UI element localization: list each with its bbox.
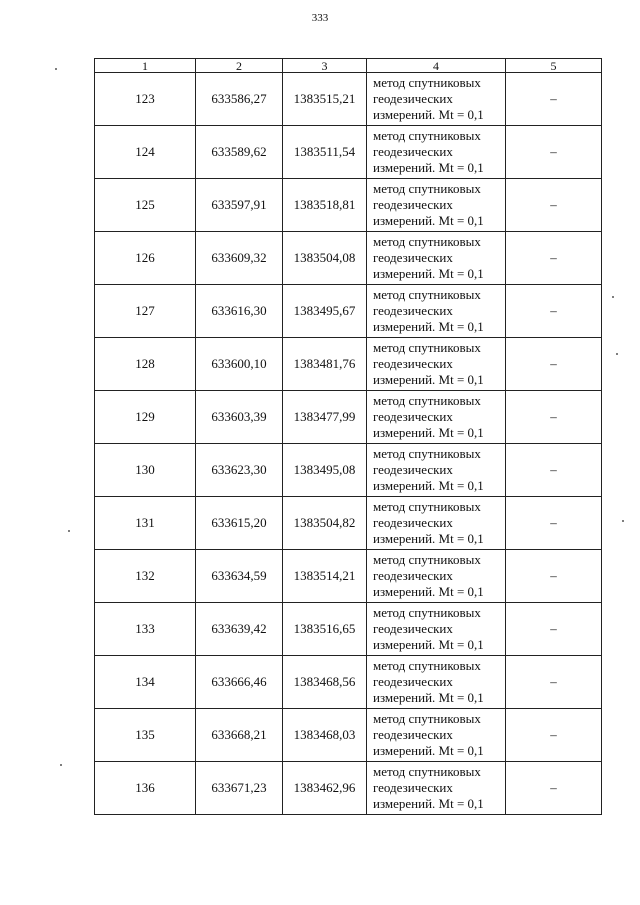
note-cell: – [506, 126, 602, 179]
point-number-cell: 136 [95, 762, 196, 815]
note-cell: – [506, 338, 602, 391]
x-coordinate-cell: 633623,30 [196, 444, 283, 497]
point-number-cell: 127 [95, 285, 196, 338]
note-cell: – [506, 656, 602, 709]
x-coordinate-cell: 633639,42 [196, 603, 283, 656]
scan-speck [616, 353, 618, 355]
column-header: 5 [506, 59, 602, 73]
method-line: измерений. Mt = 0,1 [373, 213, 484, 228]
method-line: геодезических [373, 250, 453, 265]
table-row [95, 232, 602, 285]
note-cell: – [506, 550, 602, 603]
method-line: геодезических [373, 197, 453, 212]
method-line: метод спутниковых [373, 499, 481, 514]
method-line: геодезических [373, 303, 453, 318]
table-body [95, 73, 602, 815]
table-row [95, 762, 602, 815]
x-coordinate-cell: 633616,30 [196, 285, 283, 338]
method-line: метод спутниковых [373, 446, 481, 461]
note-cell: – [506, 232, 602, 285]
column-header: 3 [283, 59, 367, 73]
method-line: измерений. Mt = 0,1 [373, 160, 484, 175]
x-coordinate-cell: 633668,21 [196, 709, 283, 762]
scan-speck [622, 520, 624, 522]
table-row [95, 179, 602, 232]
table-row [95, 285, 602, 338]
note-cell: – [506, 391, 602, 444]
table-row [95, 126, 602, 179]
y-coordinate-cell: 1383515,21 [283, 73, 367, 126]
method-cell [367, 126, 506, 179]
method-line: измерений. Mt = 0,1 [373, 319, 484, 334]
method-line: метод спутниковых [373, 75, 481, 90]
note-cell: – [506, 603, 602, 656]
method-line: метод спутниковых [373, 128, 481, 143]
note-cell: – [506, 497, 602, 550]
x-coordinate-cell: 633671,23 [196, 762, 283, 815]
y-coordinate-cell: 1383468,56 [283, 656, 367, 709]
method-line: геодезических [373, 356, 453, 371]
method-cell [367, 497, 506, 550]
method-cell [367, 444, 506, 497]
table-row [95, 709, 602, 762]
x-coordinate-cell: 633589,62 [196, 126, 283, 179]
column-header: 1 [95, 59, 196, 73]
point-number-cell: 123 [95, 73, 196, 126]
point-number-cell: 126 [95, 232, 196, 285]
scan-speck [60, 764, 62, 766]
method-line: геодезических [373, 144, 453, 159]
y-coordinate-cell: 1383504,08 [283, 232, 367, 285]
method-cell [367, 603, 506, 656]
method-cell [367, 338, 506, 391]
method-cell [367, 391, 506, 444]
method-line: измерений. Mt = 0,1 [373, 584, 484, 599]
method-cell [367, 179, 506, 232]
y-coordinate-cell: 1383481,76 [283, 338, 367, 391]
x-coordinate-cell: 633600,10 [196, 338, 283, 391]
table-row [95, 444, 602, 497]
y-coordinate-cell: 1383516,65 [283, 603, 367, 656]
method-cell [367, 232, 506, 285]
x-coordinate-cell: 633666,46 [196, 656, 283, 709]
x-coordinate-cell: 633609,32 [196, 232, 283, 285]
y-coordinate-cell: 1383504,82 [283, 497, 367, 550]
table-row [95, 338, 602, 391]
note-cell: – [506, 285, 602, 338]
note-cell: – [506, 762, 602, 815]
method-line: метод спутниковых [373, 234, 481, 249]
point-number-cell: 128 [95, 338, 196, 391]
scan-speck [612, 296, 614, 298]
note-cell: – [506, 73, 602, 126]
method-cell [367, 656, 506, 709]
method-cell [367, 709, 506, 762]
method-line: геодезических [373, 780, 453, 795]
method-line: измерений. Mt = 0,1 [373, 372, 484, 387]
column-header: 4 [367, 59, 506, 73]
method-line: измерений. Mt = 0,1 [373, 531, 484, 546]
point-number-cell: 135 [95, 709, 196, 762]
page-number: 333 [311, 12, 329, 24]
coordinates-table [94, 58, 602, 815]
table-row [95, 550, 602, 603]
method-line: измерений. Mt = 0,1 [373, 425, 484, 440]
method-line: геодезических [373, 91, 453, 106]
method-line: геодезических [373, 568, 453, 583]
y-coordinate-cell: 1383495,67 [283, 285, 367, 338]
method-line: измерений. Mt = 0,1 [373, 637, 484, 652]
method-line: метод спутниковых [373, 658, 481, 673]
method-line: геодезических [373, 515, 453, 530]
method-line: измерений. Mt = 0,1 [373, 107, 484, 122]
point-number-cell: 130 [95, 444, 196, 497]
table-row [95, 656, 602, 709]
point-number-cell: 124 [95, 126, 196, 179]
method-line: метод спутниковых [373, 287, 481, 302]
table-row [95, 497, 602, 550]
note-cell: – [506, 444, 602, 497]
table-row [95, 391, 602, 444]
method-line: измерений. Mt = 0,1 [373, 266, 484, 281]
x-coordinate-cell: 633597,91 [196, 179, 283, 232]
method-line: метод спутниковых [373, 181, 481, 196]
table-row [95, 603, 602, 656]
method-line: метод спутниковых [373, 340, 481, 355]
y-coordinate-cell: 1383518,81 [283, 179, 367, 232]
method-line: метод спутниковых [373, 605, 481, 620]
method-line: метод спутниковых [373, 552, 481, 567]
scan-speck [55, 68, 57, 70]
method-cell [367, 285, 506, 338]
point-number-cell: 132 [95, 550, 196, 603]
y-coordinate-cell: 1383495,08 [283, 444, 367, 497]
method-line: метод спутниковых [373, 764, 481, 779]
method-line: геодезических [373, 409, 453, 424]
y-coordinate-cell: 1383468,03 [283, 709, 367, 762]
table-header-row [95, 59, 602, 73]
note-cell: – [506, 179, 602, 232]
point-number-cell: 133 [95, 603, 196, 656]
scan-speck [68, 530, 70, 532]
y-coordinate-cell: 1383462,96 [283, 762, 367, 815]
method-line: метод спутниковых [373, 393, 481, 408]
point-number-cell: 125 [95, 179, 196, 232]
x-coordinate-cell: 633603,39 [196, 391, 283, 444]
y-coordinate-cell: 1383511,54 [283, 126, 367, 179]
note-cell: – [506, 709, 602, 762]
method-line: геодезических [373, 727, 453, 742]
table-row [95, 73, 602, 126]
method-line: геодезических [373, 674, 453, 689]
x-coordinate-cell: 633586,27 [196, 73, 283, 126]
method-cell [367, 550, 506, 603]
column-header: 2 [196, 59, 283, 73]
method-line: геодезических [373, 621, 453, 636]
y-coordinate-cell: 1383514,21 [283, 550, 367, 603]
method-line: геодезических [373, 462, 453, 477]
method-line: измерений. Mt = 0,1 [373, 796, 484, 811]
x-coordinate-cell: 633615,20 [196, 497, 283, 550]
point-number-cell: 129 [95, 391, 196, 444]
method-line: измерений. Mt = 0,1 [373, 690, 484, 705]
y-coordinate-cell: 1383477,99 [283, 391, 367, 444]
method-cell [367, 762, 506, 815]
method-line: измерений. Mt = 0,1 [373, 743, 484, 758]
method-cell [367, 73, 506, 126]
point-number-cell: 134 [95, 656, 196, 709]
point-number-cell: 131 [95, 497, 196, 550]
method-line: метод спутниковых [373, 711, 481, 726]
x-coordinate-cell: 633634,59 [196, 550, 283, 603]
method-line: измерений. Mt = 0,1 [373, 478, 484, 493]
